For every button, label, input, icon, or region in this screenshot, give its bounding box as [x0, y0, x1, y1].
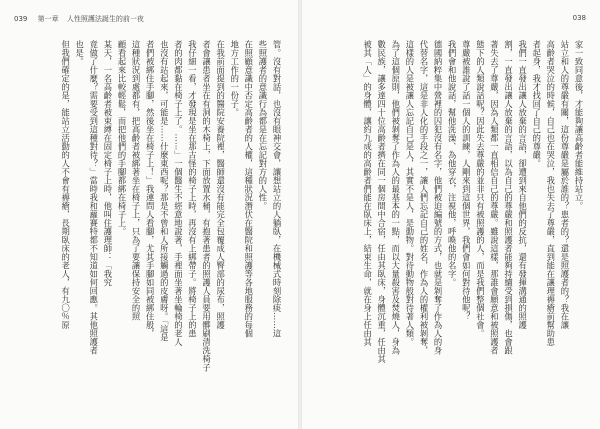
- text-column: 我們一直發出讓人放棄的言語，卻遭到來自他們的反抗，還有發揮溝通的照護: [517, 40, 528, 329]
- text-column: 我仔細一看，才發現是坐在那古怪的椅子上時，再沒有上綁帶子。將椅子上的患: [187, 40, 198, 338]
- left-page: [0, 0, 298, 429]
- text-column: 顧看起來比較輕鬆，而把他們的手腳都綁在椅子上。: [116, 40, 127, 236]
- text-column: 態下的人類說話呢？因此失去尊嚴的並非只有被照護的人，而是我們整個社會。: [475, 40, 486, 338]
- text-column: 在我前面提到的醫院安養院裡，醫師還沒有能完全包覆成人臀部的尿布，照護: [215, 40, 226, 329]
- text-column: 代替名字，這是非人化的手段之一，讓人們忘記自己的姓名，作為人的權利被剝奪，: [418, 40, 429, 355]
- right-page: [302, 0, 600, 429]
- text-column: 但我們確定的是，能站立活動的人不會有褥瘡，長期臥床的老人，有九〇％原: [60, 40, 71, 329]
- chapter-title: 人性照護法誕生的前一夜: [66, 15, 144, 23]
- text-column: 也沒有站起來，可能是……什麼東西呢？那是不曾和人所接觸過的皮膚呀。「這是: [159, 40, 170, 342]
- text-column: 些照護者的意識行為都是在忘記對方的人性。: [257, 40, 268, 210]
- text-column: 高齡者哭泣的時候，自己也在哭泣，我也失去了尊嚴，直到能在讓理褥瘡前幫助患: [545, 40, 556, 346]
- text-column: 某天，一名高齡者被束縛在固定椅子上時，他叫住護理師：「我究: [102, 40, 113, 287]
- text-column: 地方工作的一份子。: [229, 40, 240, 117]
- text-column: 我們會和他說話，幫他洗澡、為他穿衣，注視他，呼喚他的名字。: [447, 40, 458, 287]
- text-column: 這樣的人是被讓人忘記自己是人，其實不是人，是動物。對待動物般對待著人類。: [404, 40, 415, 346]
- text-column: 管。沒有對話，也沒有眼神交會，讓想站立的人躺臥，在機械式時刻除痰……這: [272, 40, 282, 338]
- text-column: 著失去了尊嚴，因為人類都一直相信自己的尊嚴。雖說這樣，那誰會願意和被照護者: [489, 40, 500, 355]
- text-column: 站立和人的尊嚴有關，這份尊嚴是屬於誰的？患者的？還是照護者的？我在讓: [559, 40, 570, 329]
- right-page-body: [316, 40, 586, 400]
- text-column: 為了這個原則，他們被剝奪了作為人的最基本的一點，而以大量殺害及焚燒人，身為: [390, 40, 401, 355]
- right-page-header: [573, 14, 586, 22]
- text-column: 者會讓患者坐在有洞的木椅上，下面放置水桶，有抱著患者的照護人員要用髒刷清洗椅子: [201, 40, 212, 372]
- text-column: 者們被綁住手腳，然後坐在椅子上！」我連問人看腳，尤其手腳如同被綁住般，: [145, 40, 156, 338]
- right-page-number: 038: [572, 14, 586, 22]
- text-column: 也是。: [74, 40, 85, 66]
- text-column: 尊嚴被誰說了話一個人的訓練，人剛來到這個世界，我們會如何對待他呢？: [461, 40, 472, 321]
- text-column: 竟做了什麼？需要受到這種對待？」當時我和蘿賽特都不知道如何回應。其他照護者: [88, 40, 99, 355]
- text-column: 數民族，讓多達四十位高齡者擠在同一個房間中合宿，任由其臥床，身體沉重，任由其: [376, 40, 387, 363]
- left-page-header: [14, 14, 144, 24]
- text-column: 被其「人」的身體，讓約九成的高齡者們能在臥床上，結束生命，就在身上任由其: [362, 40, 373, 346]
- left-page-number: 039: [14, 15, 28, 23]
- left-page-body: [18, 40, 284, 400]
- chapter-label: 第一章: [37, 15, 59, 23]
- text-column: 這種狀況到處都有，把高齡者被綁著坐在椅子上，只為了要讓保持安全的照: [131, 40, 142, 321]
- text-column: 德國納粹集中營裡的囚犯沒有名字，他們被迫編號的方式，也就是剝奪了作為人的身: [433, 40, 444, 355]
- text-column: 者起身，我才找回了自己的尊嚴。: [531, 40, 542, 168]
- text-column: 在照顧意識中否定高齡者的人權，這種狀況潛伏在醫院和照護等各地服務的每個: [243, 40, 254, 338]
- text-column: 家一致同意後，才能夠讓高齡者能維持站立。: [574, 40, 584, 210]
- text-column: 者的肉都黏在椅子上了。……」一個醫生不經意地說著，手裡面坐著坐輪椅的老人: [173, 40, 184, 346]
- text-column: 割，一直發出讓人放棄的言語，以為自己的尊嚴和照護者能夠持續受到損傷，也會跟: [503, 40, 514, 355]
